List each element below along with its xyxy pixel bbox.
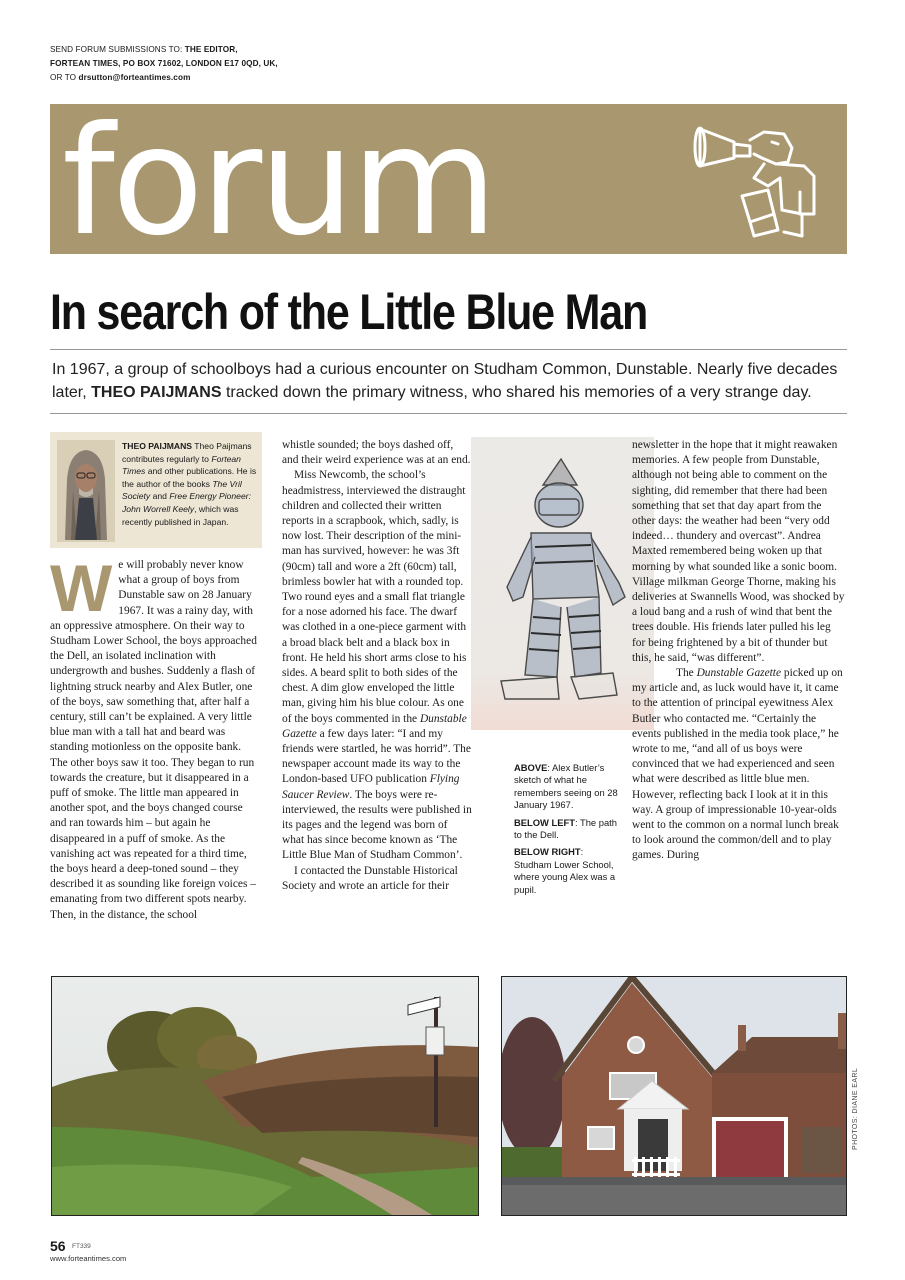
paragraph-2-text-c: . The boys were re-interviewed, the results were published in its pages and the legend was born of what has since become known as ‘The Little Blue Man of Studham Common’. xyxy=(282,788,472,862)
paragraph-2-italic-2: Flying Saucer Review xyxy=(282,773,460,801)
bio-text-1: Theo Paijmans contributes regularly to xyxy=(122,441,252,464)
landscape-photo xyxy=(52,977,478,1215)
photo-studham-school xyxy=(501,976,847,1216)
megaphone-figure-icon xyxy=(692,114,827,244)
paragraph-2-text: Miss Newcomb, the school’s headmistress, interviewed the distraught children and collected their written reports in a scrapbook, which, sadly, is now lost. Their description of the mini-man has survived, however: he was 3ft (90cm) tall and wore a 2ft (60cm) tall, brimless bowler hat with a rounded top. Two round eyes and a small flat triangle for a nose adorned his face. The dwarf was clothed in a one-piece garment with a broad black belt and a black box in front. He held his short arms close to his sides. A beard split to both sides of the chest. A dim glow enveloped the little man, giving him his blue colour. As one of the boys commented in the xyxy=(282,469,467,725)
paragraph-4 xyxy=(632,666,846,864)
divider-bottom xyxy=(50,413,847,414)
paragraph-4-pre: The xyxy=(676,667,697,680)
submission-address xyxy=(50,43,278,85)
standfirst xyxy=(52,358,842,404)
issue-number: FT339 xyxy=(72,1243,91,1250)
bio-text-2: and other publications. He is the author of the books xyxy=(122,466,257,489)
website-link[interactable]: www.forteantimes.com xyxy=(50,1254,127,1263)
sketch-image xyxy=(471,437,654,730)
paragraph-3-cont: newsletter in the hope that it might reawaken memories. A few people from Dunstable, although not being able to comment on the sighting, did remember that there had been something that set that day apart from the other days: the weather had been “very odd indeed… thundery and overcast”. Andrea Maxted remembered being woken up that morning by what sounded like a sonic boom. Village milkman George Thorne, making his deliveries at Swannells Wood, was shocked by a loud bang and a rush of wind that bent the trees double. His friends later pulled his leg for being frightened by a bit of thunder but this, he said, “was different”. xyxy=(632,439,845,664)
article-headline: In search of the Little Blue Man xyxy=(50,284,648,340)
divider-top xyxy=(50,349,847,350)
caption-below-left xyxy=(514,817,620,842)
photo-captions xyxy=(514,762,620,901)
email-link[interactable]: drsutton@forteantimes.com xyxy=(78,73,191,82)
paragraph-1 xyxy=(50,551,260,923)
address-line-3: OR TO xyxy=(50,73,79,82)
photo-path-to-dell xyxy=(51,976,479,1216)
page-number: 56 xyxy=(50,1238,66,1254)
caption-below-left-label: BELOW LEFT xyxy=(514,816,575,828)
drop-cap: W xyxy=(50,551,113,625)
school-building-photo xyxy=(502,977,846,1215)
caption-below-right-label: BELOW RIGHT xyxy=(514,846,581,858)
paragraph-2-text-b: a few days later: “I and my friends were startled, he was horrid”. The newspaper account made its way to the London-based UFO publication xyxy=(282,727,471,786)
caption-above-label: ABOVE xyxy=(514,762,548,773)
body-column-1 xyxy=(50,551,260,923)
address-editor: THE EDITOR, xyxy=(184,45,238,54)
author-bio-box xyxy=(50,432,262,548)
address-line-1: SEND FORUM SUBMISSIONS TO: xyxy=(50,45,185,54)
photo-credit: PHOTOS: DIANE EARL xyxy=(852,1067,859,1150)
bio-italic-1: Fortean Times xyxy=(122,453,241,477)
paragraph-2-italic: Dunstable Gazette xyxy=(282,712,467,740)
author-name: THEO PAIJMANS xyxy=(91,384,222,401)
bio-italic-3: Free Energy Pioneer: John Worrell Keely xyxy=(122,491,251,514)
bio-italic-2: The Vril Society xyxy=(122,478,242,502)
little-blue-man-sketch xyxy=(471,437,654,730)
paragraph-1-cont: whistle sounded; the boys dashed off, and their weird experience was at an end. xyxy=(282,439,471,467)
body-column-4 xyxy=(632,438,846,864)
paragraph-4-text: picked up on my article and, as luck would have it, it came to the attention of principal eyewitness Alex Butler who contacted me. “Certainly the events published in the media took place,” he wrote to me, “and all of us boys were convinced that we had experienced and seen what were described as little blue men. However, reflecting back I look at it in this way. A group of impressionable 10-year-olds went to the common on a normal lunch break to look around the common/dell and to play games. During xyxy=(632,667,843,862)
author-photo xyxy=(57,440,115,542)
bio-text xyxy=(122,440,258,528)
body-column-2 xyxy=(282,438,472,894)
standfirst-post: tracked down the primary witness, who shared his memories of a very strange day. xyxy=(221,384,812,401)
paragraph-4-italic: Dunstable Gazette xyxy=(696,667,782,680)
bio-text-3: and xyxy=(150,491,170,502)
standfirst-pre: In 1967, a group of schoolboys had a curious encounter on Studham Common, Dunstable. Nearly five decades later, xyxy=(52,361,838,401)
paragraph-1-text: e will probably never know what a group of boys from Dunstable saw on 28 January 1967. It was a rainy day, with an oppressive atmosphere. On their way to Studham Lower School, the boys approached the Dell, an isolated inclination with undergrowth and bushes. Suddenly a flash of lightning struck nearby and Alex Butler, one of the boys, saw something that, after half a century, still can’t be explained. A very little blue man with a tall hat and beard was standing motionless on the opposite bank. The other boys saw it too. They began to run towards the creature, but it disappeared in a puff of smoke. The little man appeared in another spot, and the boys changed course and ran towards him – but again he disappeared in a puff of smoke. As the vanishing act was repeated for a third time, the boys heard a deep-toned sound – they described it as sounding like foreign voices – emanating from two different spots nearby. Then, in the distance, the school xyxy=(50,559,257,921)
author-portrait-icon xyxy=(57,440,115,542)
paragraph-3: I contacted the Dunstable Historical Society and wrote an article for their xyxy=(282,864,458,892)
bio-name: THEO PAIJMANS xyxy=(122,441,193,451)
address-line-2: FORTEAN TIMES, PO BOX 71602, LONDON E17 0QD, UK, xyxy=(50,59,278,68)
forum-banner xyxy=(50,95,847,269)
caption-below-left-text: : The path to the Dell. xyxy=(514,816,617,841)
banner-title: forum xyxy=(62,95,495,269)
caption-below-right-text: : Studham Lower School, where young Alex was a pupil. xyxy=(514,846,616,895)
bio-text-4: , which was recently published in Japan. xyxy=(122,503,239,527)
paragraph-2 xyxy=(282,468,472,863)
caption-below-right xyxy=(514,846,620,896)
caption-above xyxy=(514,762,620,812)
caption-above-text: : Alex Butler’s sketch of what he remembers seeing on 28 January 1967. xyxy=(514,762,618,811)
